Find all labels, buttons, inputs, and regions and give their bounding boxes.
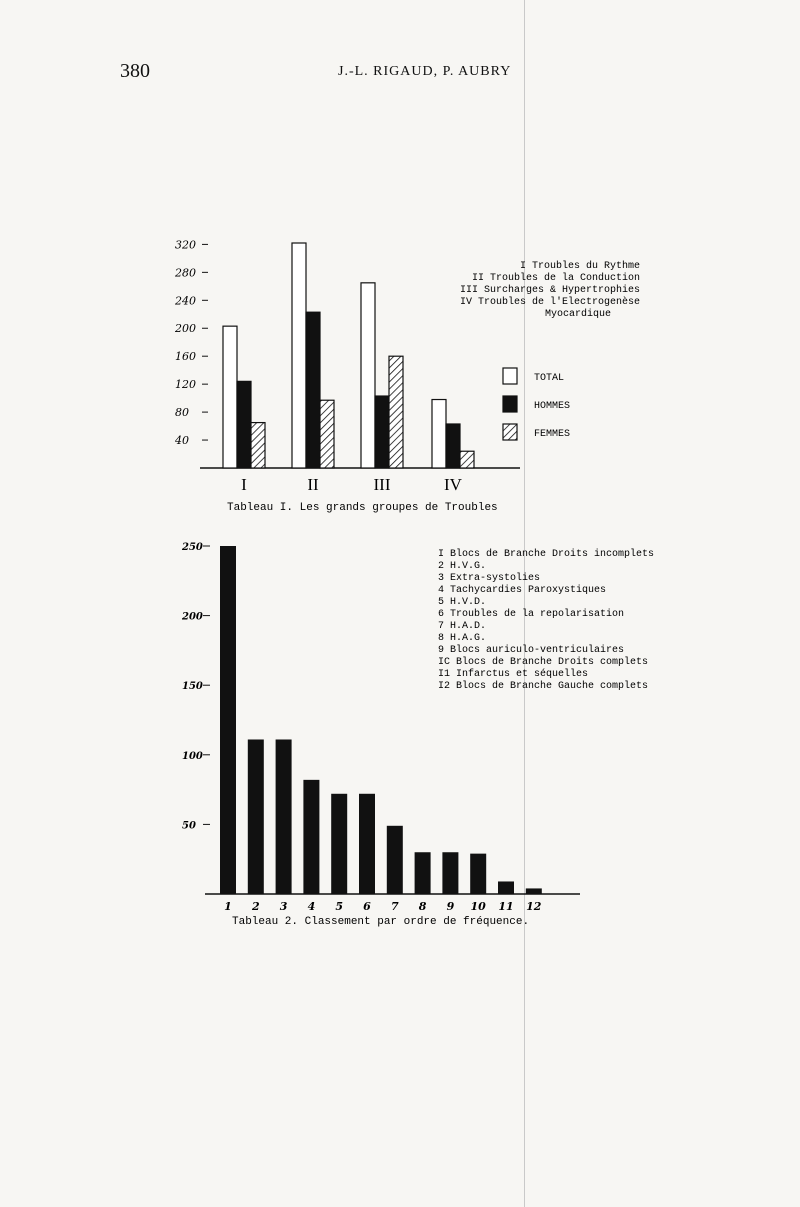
fig2-bar	[331, 794, 347, 894]
fig2-category-label: 9	[446, 900, 455, 913]
fig1-ytick-label: 320	[175, 238, 196, 252]
fig2-legend-line: I1 Infarctus et séquelles	[438, 669, 589, 680]
fig2-legend-line: 8 H.A.G.	[438, 633, 487, 644]
fig2-category-label: 12	[526, 900, 542, 913]
fig2-ytick-label: 200	[182, 611, 203, 623]
fig2-ytick-label: 50	[182, 820, 196, 832]
fig2-category-label: 5	[335, 900, 344, 913]
page-number: 380	[120, 60, 150, 82]
fig2-category-label: 11	[498, 900, 514, 913]
fig2-category-label: 1	[224, 900, 232, 913]
fig2-bar	[526, 888, 542, 894]
fig2-bar	[276, 739, 292, 894]
fig2-category-label: 7	[390, 900, 399, 913]
fig1-ytick-label: 280	[175, 266, 196, 280]
fig1-ytick-label: 240	[175, 294, 196, 308]
fig2-legend-line: 5 H.V.D.	[438, 597, 487, 608]
fig1-legend-label: TOTAL	[534, 373, 565, 384]
fig2-category-label: 6	[363, 900, 371, 913]
fig2-ytick-label: 150	[182, 681, 203, 693]
fig2-category-label: 4	[307, 900, 316, 913]
fig2-ytick-label: 100	[182, 750, 203, 762]
fig2-bar	[387, 826, 403, 894]
fig1-legend-label: FEMMES	[534, 429, 571, 440]
fig1-category-label: IV	[444, 475, 462, 494]
fig2-bar	[303, 780, 319, 894]
fig2-ytick-label: 250	[182, 542, 203, 553]
fig1-group-legend-line: II Troubles de la Conduction	[471, 273, 640, 284]
fig1-ytick-label: 80	[175, 406, 189, 420]
fig2-legend-line: 7 H.A.D.	[438, 621, 487, 632]
fig2-bar	[248, 739, 264, 894]
fig1-ytick-label: 160	[175, 350, 196, 364]
fig1-caption: Tableau I. Les grands groupes de Troubles	[227, 502, 498, 514]
fig2-legend-line: 6 Troubles de la repolarisation	[438, 609, 625, 620]
fig2-bar	[220, 546, 236, 894]
fig1-group-legend-line: IV Troubles de l'Electrogenèse	[459, 297, 640, 308]
fig2-caption: Tableau 2. Classement par ordre de fréquence.	[232, 916, 530, 928]
fig2-legend-line: 4 Tachycardies Paroxystiques	[438, 585, 607, 596]
fig2-bar	[442, 852, 458, 894]
fig1-category-label: II	[307, 475, 319, 494]
fig2-legend-line: 9 Blocs auriculo-ventriculaires	[438, 645, 625, 656]
fig2-bar	[470, 854, 486, 894]
fig2-legend-line: I Blocs de Branche Droits incomplets	[438, 549, 655, 560]
fig1-group-legend-line: I Troubles du Rythme	[519, 261, 640, 272]
fig1-group-legend-line: III Surcharges & Hypertrophies	[459, 285, 640, 296]
fig2-legend-line: I2 Blocs de Branche Gauche complets	[438, 681, 649, 692]
fig2-legend-line: 2 H.V.G.	[438, 561, 487, 572]
fig1-ytick-label: 200	[175, 322, 196, 336]
fig1-ytick-label: 40	[175, 434, 189, 448]
fig2-category-label: 2	[251, 900, 260, 913]
fig2-legend-line: IC Blocs de Branche Droits complets	[438, 657, 649, 668]
fig1-category-label: I	[241, 475, 247, 494]
fig2-category-label: 3	[279, 900, 288, 913]
fig1-ytick-label: 120	[175, 378, 196, 392]
fig1-legend-label: HOMMES	[534, 401, 571, 412]
fig2-bar	[415, 852, 431, 894]
fig2-category-label: 8	[418, 900, 427, 913]
running-head-authors: J.-L. RIGAUD, P. AUBRY	[338, 64, 512, 79]
fig2-category-label: 10	[470, 900, 486, 913]
fig2-bar	[359, 794, 375, 894]
fig1-category-label: III	[373, 475, 391, 494]
fig1-group-legend-line: Myocardique	[544, 309, 612, 320]
fig2-bar	[498, 881, 514, 894]
fig2-legend-line: 3 Extra-systolies	[438, 573, 541, 584]
